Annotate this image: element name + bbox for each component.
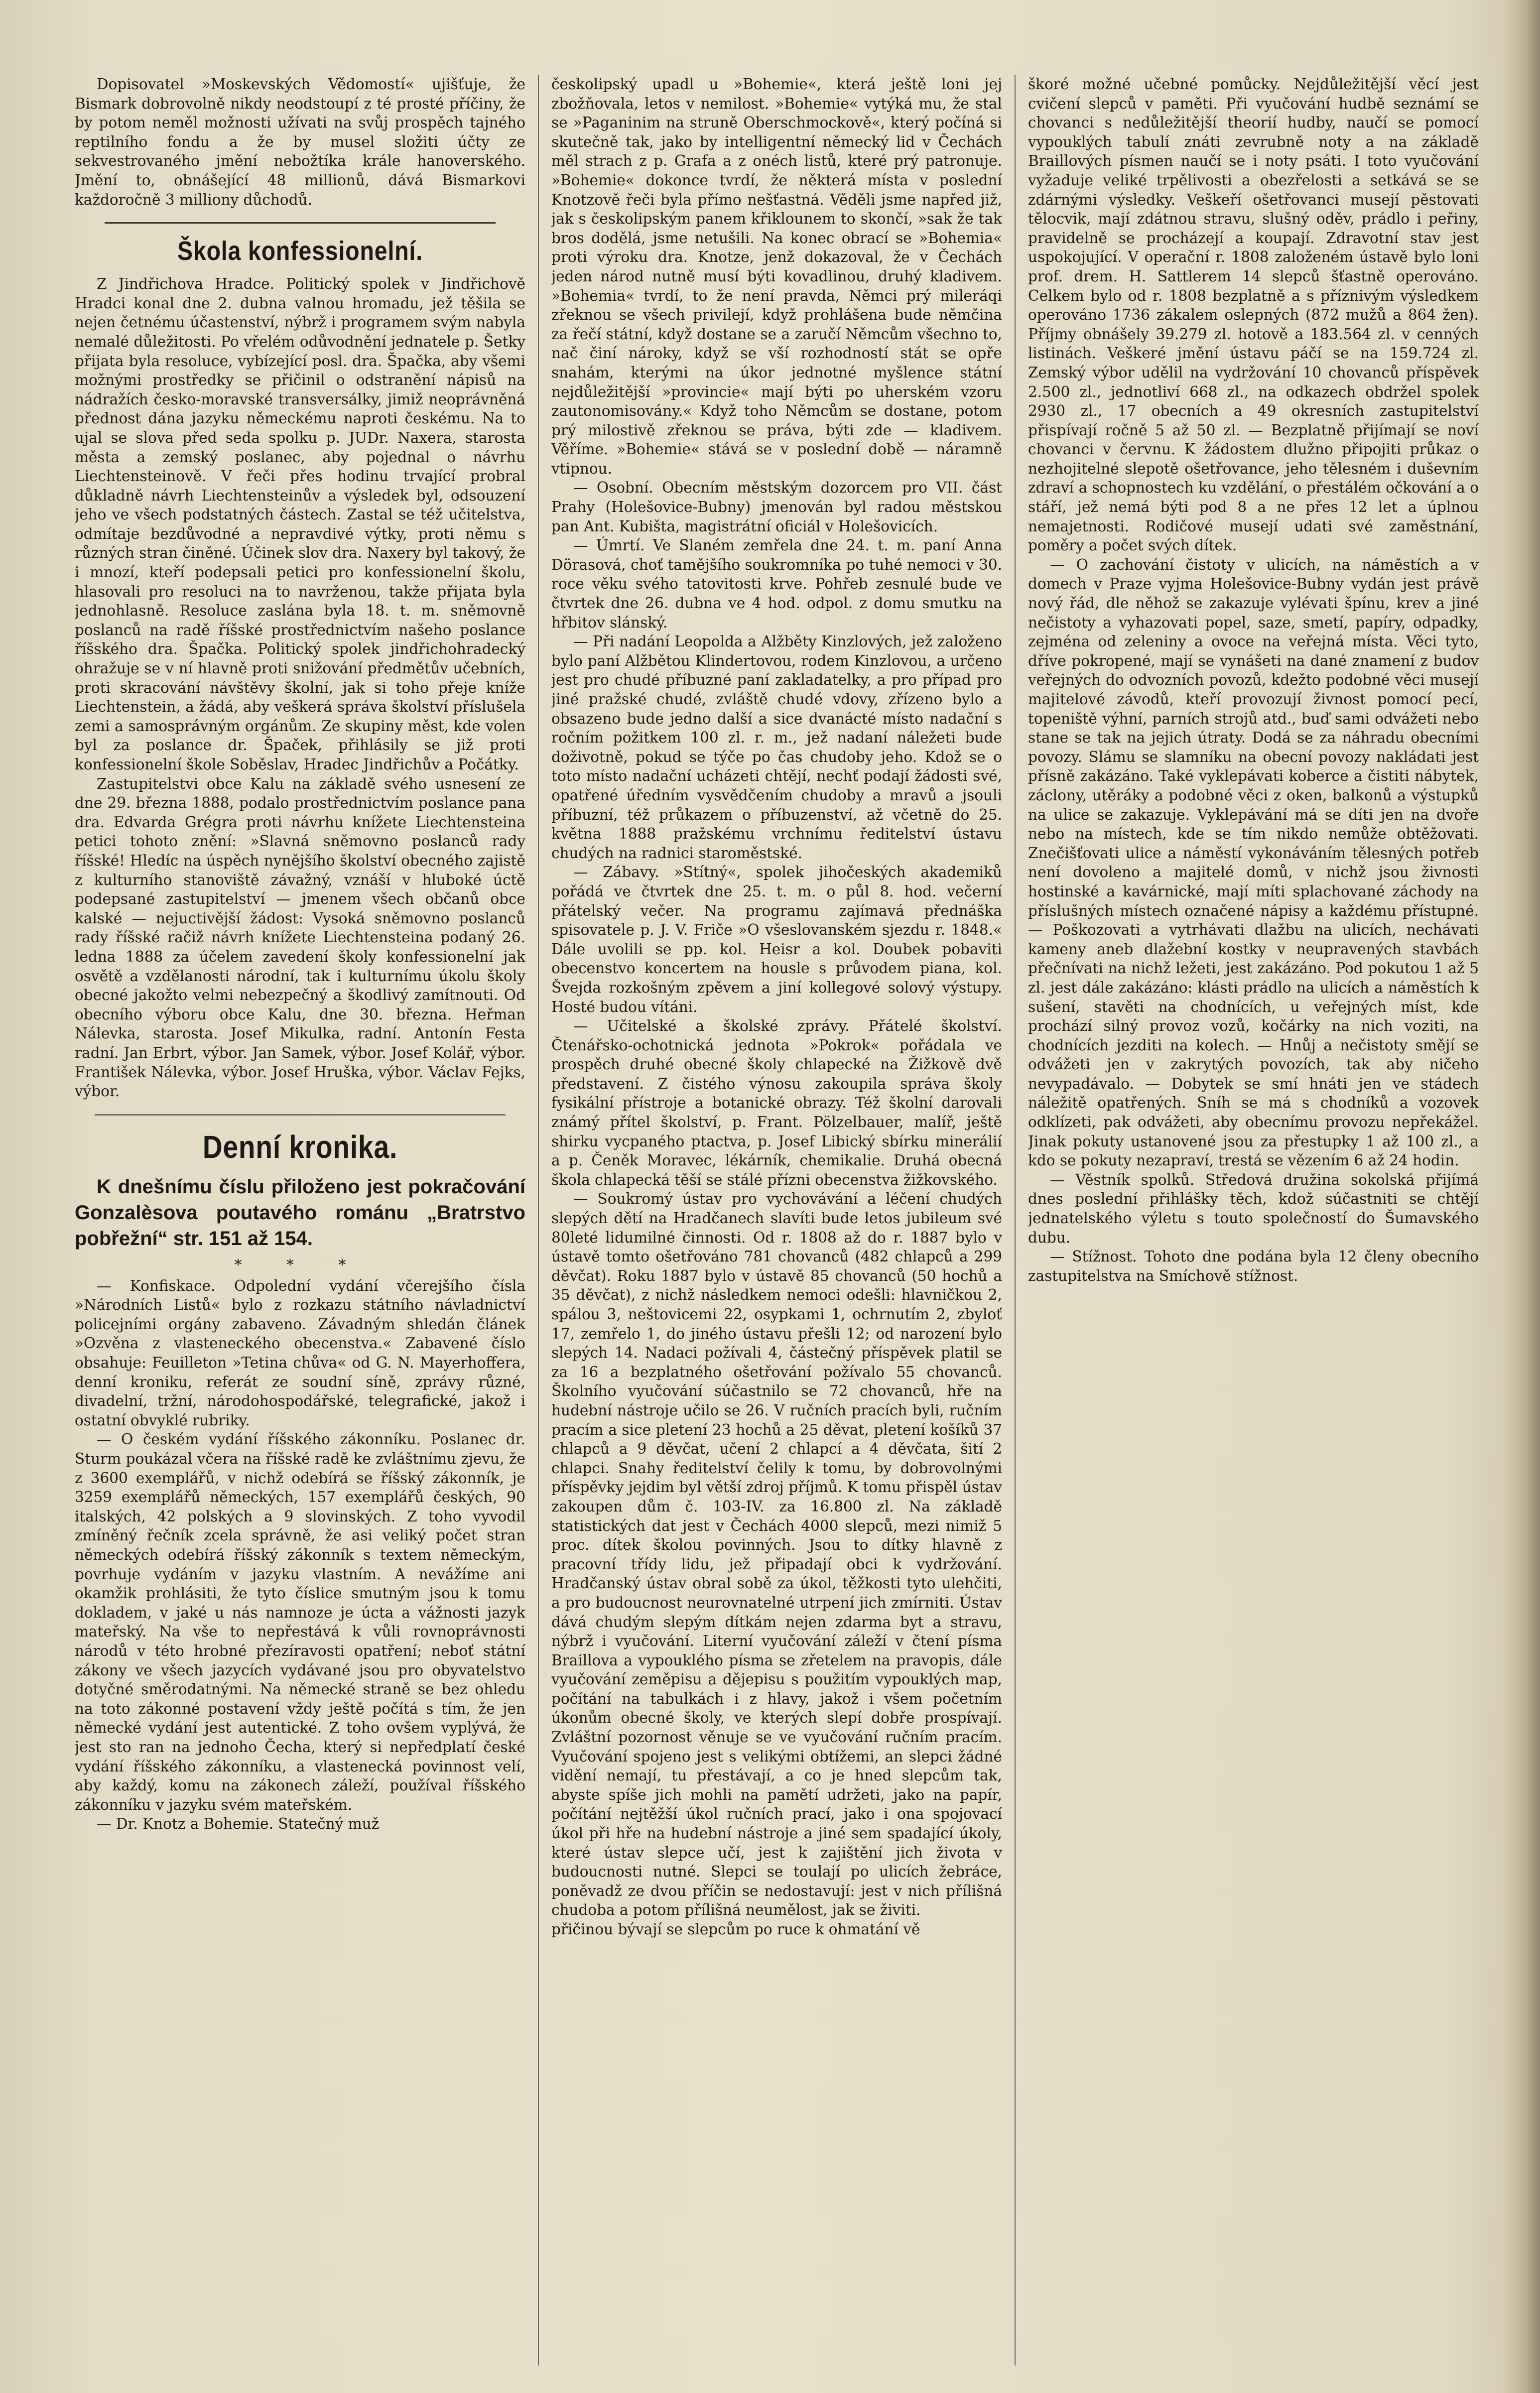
section-divider-double [95,1114,506,1116]
article-dopisovatel: Dopisovatel »Moskevských Vědomostí« ujišťuje, že Bismark dobrovolně nikdy neodstoupí z té prosté příčiny, že by potom neměl možnosti užívati na svůj prospěch tajného reptilního fondu a že by musel složiti účty ze sekvestrovaného jmění nebožtíka krále hanoverského. Jmění to, obnášející 48 millionů, dává Bismarkovi každoročně 3 milliony důchodů. [75,76,525,208]
heading-denni-kronika: Denní kronika. [202,1129,398,1165]
column-rule-2 [1015,75,1016,2366]
column-1 [75,75,525,2366]
column-2 [551,75,1002,2366]
article-jindrichuv-hradec: Z Jindřichova Hradce. Politický spolek v Jindřichově Hradci konal dne 2. dubna valnou hromadu, jež těšila se nejen četnému účastenství, nýbrž i programem svým nabyla nemalé důležitosti. Po vřelém odůvodnění jednatele p. Šetky přijata byla resoluce, vybízející posl. dra. Špačka, aby všemi možnými prostředky se přičinil o odstranění nápisů na nádražích česko-moravské transversálky, jimiž neoprávněná přednost dána jazyku německému naproti českému. Na to ujal se slova před seda spolku p. JUDr. Naxera, starosta města a zemský poslanec, aby pojednal o návrhu Liechtensteinově. V řeči přes hodinu trvající probral důkladně návrh Liechtensteinův a výsledek byl, odsouzení jeho ve všech podstatných částech. Zastal se též učitelstva, odmítaje bezdůvodné a nepravdivé výtky, proti němu s různých stran činěné. Účinek slov dra. Naxery byl takový, že i mnozí, kteří podepsali petici pro konfessionelní školu, hlasovali pro resoluci na to navrženou, takže přijata byla jednohlasně. Resoluce zaslána byla 18. t. m. sněmovně poslanců na radě říšské prostřednictvím našeho poslance říšského dra. Špačka. Politický spolek jindřichohradecký ohražuje se v ní hlavně proti snižování předmětův učebních, proti skracování návštěvy školní, jak si toho přeje kníže Liechtenstein, a žádá, aby veškerá správa školství příslušela zemi a samosprávným orgánům. Ze skupiny měst, kde volen byl za poslance dr. Špaček, přihlásily se již proti konfessionelní škole Soběslav, Hradec Jindřichův a Počátky. [75,275,525,773]
article-knotz-bohemie: českolipský upadl u »Bohemie«, která ještě loni jej zbožňovala, letos v nemilost. »Bohemie« vytýká mu, že stal se »Paganinim na struně Oberschmockově«, který počíná si skutečně tak, jako by intelligentní německý lid v Čechách měl strach z p. Grafa a z onéch listů, které prý patronuje. »Bohemie« dokonce tvrdí, že některá místa v poslední Knotzově řeči byla přímo nešťastná. Věděli jsme napřed již, jak s českolipským panem křiklounem to skončí, »sak že tak bros dodělá, jsme netušili. Na konec obrací se »Bohemia« proti výroku dra. Knotze, jenž dokazoval, že v Čechách jeden národ nutně musí býti kovadlinou, druhý kladivem. »Bohemia« tvrdí, to že není pravda, Němci prý mileráqi zřeknou se všech privilejí, když prohlášena bude němčina za řečí státní, když dostane se a zaručí Němcům všechno to, nač činí nároky, když se vší rozhodností stát se opře snahám, kterými na úkor jednotné myšlence státní nejdůležitější »provincie« mají býti po uherském vzoru zautonomisovány.« Když toho Němcům se dostane, potom prý milostivě zřeknou se práva, býti zde — kladivem. Věříme. »Bohemie« stává se v poslední době — náramně vtipnou. [551,76,1002,477]
article-umrti: — Úmrtí. Ve Slaném zemřela dne 24. t. m. paní Anna Dörasová, choť tamějšího soukromníka po tuhé nemoci v 30. roce věku svého tatovitosti krve. Pohřeb zesnulé bude ve čtvrtek dne 26. dubna ve 4 hod. odpol. z domu smutku na hřbitov slánský. [551,537,1002,631]
column-3 [1028,75,1479,2366]
article-cistota-ulic: — O zachování čistoty v ulicích, na náměstích a v domech v Praze vyjma Holešovice-Bubny vydán jest právě nový řád, dle něhož se zakazuje vylévati špínu, krev a jiné nečistoty a vyhazovati popel, saze, smetí, papíry, odpadky, zejména od zeleniny a ovoce na veřejná místa. Věci tyto, dříve pokropené, mají se vynášeti na dané znamení z budov veřejných do odvozních povozů, kdežto podobné věci musejí majitelové závodů, kteří provozují živnost pomocí pecí, topeniště výhní, parních strojů atd., buď sami odvážeti nebo stane se tak na jejich útraty. Dodá se za náhradu obecními povozy. Slámu se slamníku na obecní povozy nakládati jest přísně zakázáno. Také vyklepávati koberce a čistiti nábytek, záclony, utěráky a podobné věci z oken, balkonů a výstupků na ulice se zakazuje. Vyklepávání má se díti jen na dvoře nebo na místech, kde se tím nikdo nemůže obtěžovati. Znečišťovati ulice a náměstí vykonáváním tělesných potřeb není dovoleno a majitelé domů, v nichž jsou živnosti hostinské a kavárnické, mají míti splachované záchody na příslušných místech označené nápisy a každému přístupné. — Poškozovati a vytrhávati dlažbu na ulicích, nechávati kameny aneb dlažební kostky v neupravených stavbách přečnívati na nichž ležeti, jest zakázáno. Pod pokutou 1 až 5 zl. jest dále zakázáno: klásti prádlo na ulicích a náměstích k sušení, stavěti na chodnících, u veřejných míst, kde prochází silný provoz vozů, kočárky na nich voziti, na chodnících jezditi na kolech. — Hnůj a nečistoty smějí se odvážeti jen v zakrytých povozích, tak aby ničeho nevypadávalo. — Dobytek se smí hnáti jen ve stádech náležitě opatřených. Sníh se má s chodníků a vozovek odklízeti, pak odvážeti, aby obecnímu provozu nepřekážel. Jinak pokuty ustanovené jsou za přestupky 1 až 100 zl., a kdo se pokuty nezapraví, trestá se vězením 6 až 24 hodin. [1028,556,1479,1169]
article-soukromy-ustav: — Soukromý ústav pro vychovávání a léčení chudých slepých dětí na Hradčanech slavíti bude letos jubileum své 80leté lidumilné činnosti. Od r. 1808 až do r. 1887 bylo v ústavě tomto ošetřováno 781 chovanců (482 chlapců a 299 děvčat). Roku 1887 bylo v ústavě 85 chovanců (50 hochů a 35 děvčat), z nichž následkem nemoci odešli: hlavničkou 2, spálou 3, neštovicemi 22, osypkami 1, ochrnutím 2, zbyloť 17, zemřelo 1, do jiného ústavu přešli 12; od narození bylo slepých 14. Nadaci požívali 4, částečný příspěvek platil se za 16 a bezplatného ošetřování požívalo 55 chovanců. Školního vyučování súčastnilo se 72 chovanců, hře na hudební nástroje učilo se 26. V ručních pracích byli, ručním pracím a sice pletení 23 hochů a 25 děvat, pletení košíků 37 chlapců a 9 děvčat, učení 2 chlapcí a 4 děvčata, šití 2 chlapci. Snahy ředitelství čelily k tomu, by dobrovolnými příspěvky jejdim byl větší zdroj příjmů. K tomu přispěl ústav zakoupen dům č. 103-IV. za 16.800 zl. Na základě statistických dat jest v Čechách 4000 slepců, mezi nimiž 5 proc. dítek školou povinných. Jsou to dítky hlavně z pracovní třídy lidu, jež připadají obci k vydržování. Hradčanský ústav obral sobě za úkol, těžkosti tyto ulehčiti, a pro budoucnost neurovnatelné utrpení jich zmírniti. Ústav dává chudým slepým dítkám nejen zdarma byt a stravu, nýbrž i vyučování. Literní vyučování záleží v čtení písma Braillova a vypouklého písma se zřetelem na pravopis, dále vyučování zeměpisu a dějepisu s použitím vypouklých map, počítání na tabulkách i z hlavy, jakož i všem početním úkonům obecné školy, ve kterých slepí dobře prospívají. Zvláštní pozornost věnuje se ve vyučování ručním pracím. Vyučování spojeno jest s velikými obtížemi, an slepci žádné vidění nemají, tu přestávají, a co je hned slepcům tak, abyste spíše jich mohli na pamětí udržeti, jako na papír, počítání nejtěžší úkol ručních prací, jako i ona spojovací úkol při hře na hudební nástroje a jiné sem spadající úkoly, které ústav slepce učí, jest k zajištění jich života v budoucnosti nutné. Slepci se toulají po ulicích žebráce, poněvadž ze dvou příčin se nedostavují: jest v nich přílišná chudoba a potom přílišná neumělost, jak se živiti. [551,1190,1002,1919]
heading-skola-konfessionelni: Škola konfessionelní. [177,236,423,266]
article-knotz-start: — Dr. Knotz a Bohemie. Statečný muž [97,1815,380,1833]
article-osobni: — Osobní. Obecním městským dozorcem pro VII. část Prahy (Holešovice-Bubny) jmenován byl radou městskou pan Ant. Kubišta, magistrátní oficiál v Holešovicích. [551,479,1002,535]
article-nadani-kinzlovych: — Při nadání Leopolda a Alžběty Kinzlových, jež založeno bylo paní Alžbětou Klindertovou, rodem Kinzlovou, a určeno jest pro chudé příbuzné paní zakladatelky, a pro případ pro jiné pražské chudé, zvláště chudé vdovy, zřízeno bylo a obsazeno bude jedno další a sice dvanácté místo nadační s ročním požitkem 100 zl. r. m., jež nadaní náležeti bude doživotně, pokud se týče po čas chudoby jeho. Kdož se o toto místo nadační ucházeti chtějí, nechť podají žádosti své, opatřené úředním vysvědčením chudoby a mravů a jsouli příbuzní, též průkazem o příbuzenství, až včetně do 25. května 1888 pražskému vrchnímu ředitelství ústavu chudých na radnici staroměstské. [551,633,1002,862]
column-rule-1 [538,75,539,2366]
page-edge-shadow [1505,0,1540,2393]
article-ustav-pokracovani: škoré možné učebné pomůcky. Nejdůležitější věcí jest cvičení slepců v paměti. Při vyučování hudbě seznámí se chovanci s nedůležitější theorií hudby, naučí se pomocí vypouklých tabulí znáti zevrubně noty a na základě Braillových písmen naučí se i noty psáti. I toto vyučování vyžaduje veliké trpělivosti a obezřelosti a setkává se se zdárnými výsledky. Veškeří ošetřovanci musejí pěstovati tělocvik, mají zdátnou stravu, slušný oděv, prádlo i peřiny, pravidelně se procházejí a koupají. Zdravotní stav jest uspokojující. V operační r. 1808 založeném ústavě bylo loni prof. drem. H. Sattlerem 14 slepců šťastně operováno. Celkem bylo od r. 1808 bezplatně a s příznivým výsledkem operováno 1736 zákalem oslepných (872 mužů a 864 žen). Příjmy obnášely 39.279 zl. hotově a 183.564 zl. v cenných listinách. Veškeré jmění ústavu páčí se na 159.724 zl. Zemský výbor udělil na vydržování 10 chovanců příspěvek 2.500 zl., jednotliví 668 zl., na odkazech obdržel spolek 2930 zl., 17 obecních a 49 okresních zastupitelství přispívají ročně 5 až 50 zl. — Bezplatně přijímají se noví chovanci v červnu. K žádostem dlužno připojiti průkaz o nezhojitelné slepotě ošetřovance, jeho tělesném i duševním zdraví a schopnostech ku vzdělání, o přestálém očkování a o stáří, jež nemá býti pod 8 a ne přes 12 let a úplnou nemajetnosti. Rodičové musejí udati své zaměstnání, poměry a počet svých dítek. [1028,76,1479,554]
article-konfiskace: — Konfiskace. Odpolední vydání včerejšího čísla »Národních Listů« bylo z rozkazu státního návladnictví policejními orgány zabaveno. Závadným shledán článek »Ozvěna z vlasteneckého obecenstva.« Zabavené číslo obsahuje: Feuilleton »Tetina chůva« od G. N. Mayerhoffera, denní kroniku, referát ze soudní síně, zprávy různé, divadelní, tržní, národohospodářské, telegrafické, jakož i ostatní obvyklé rubriky. [75,1277,525,1429]
article-col2-tail: přičinou bývají se slepcům po ruce k ohmatání vě [551,1921,920,1938]
article-ucitelske-zpravy: — Učitelské a školské zprávy. Přátelé školství. Čtenářsko-ochotnická jednota »Pokrok« pořádala ve prospěch druhé obecné školy chlapecké na Žižkově dvě představení. Z čistého výnosu zakoupila správa školy fysikální přístroje a botanické obrazy. Též školní darovali známý přítel školství, p. Frant. Pölzelbauer, malíř, ještě shirku vycpaného ptactva, p. Josef Libický sbírku minerálií a p. Čeněk Moravec, lékárník, chemikalie. Druhá obecná škola chlapecká těší se stálé přízni obecenstva žižkovského. [551,1017,1002,1188]
article-ceske-vydani: — O českém vydání říšského zákonníku. Poslanec dr. Sturm poukázal včera na říšské radě ke zvláštnímu zjevu, že z 3600 exemplářů, v nichž odebírá se říšský zákonník, je 3259 exemplářů německých, 157 exemplářů českých, 90 italských, 42 polských a 9 slovinských. Z toho vyvodil zmíněný řečník zcela správně, že asi veliký počet stran německých odebírá říšský zákonník s textem německým, povrhuje vydáním v jazyku vlastním. A nevážíme ani okamžik prohlásiti, že tyto číslice smutným jsou k tomu dokladem, v jaké u nás namnoze je úcta a vážnosti jazyk mateřský. Na vše to nepřestává k vůli rovnoprávnosti národů v této hrobné přezíravosti opatření; neboť státní zákony ve všech jazycích vydávané jsou pro obyvatelstvo dotyčné směrodatnými. Na německé straně se bez ohledu na toto zákonné postavení vždy ještě počítá s tím, že jen německé vydání jest autentické. Z toho ovšem vyplývá, že jest sto ran na jednoho Čecha, který si nepředplatí české vydání říšského zákonníku, a vlastenecká povinnost velí, aby každý, komu na zákonech záleží, používal říšského zákonníku v jazyku svém mateřském. [75,1431,525,1813]
article-vestnik-spolku: — Věstník spolků. Středová družina sokolská přijímá dnes poslední přihlášky těch, kdož súčastniti se chtějí jednatelského výletu s touto společností do Šumavského dubu. [1028,1171,1479,1246]
article-zabavy: — Zábavy. »Stítný«, spolek jihočeských akademiků pořádá ve čtvrtek dne 25. t. m. o půl 8. hod. večerní přátelský večer. Na programu zajímavá přednáška spisovatele p. J. V. Friče »O všeslovanském sjezdu r. 1848.« Dále uvolili se pp. kol. Heisr a kol. Doubek pobaviti obecenstvo koncertem na housle s průvodem piana, kol. Švejda rozkošným zpěvem a jiní kollegové solový výstupy. Hosté budou vítáni. [551,864,1002,1015]
article-stiznost: — Stížnost. Tohoto dne podána byla 12 členy obecního zastupitelstva na Smíchově stížnost. [1028,1248,1479,1284]
section-divider [105,222,496,224]
notice-priloha: K dnešnímu číslu přiloženo jest pokračování Gonzalèsova poutavého románu „Bratrstvo pobřežní“ str. 151 až 154. [75,1175,525,1250]
asterism-divider: * * * [234,1256,366,1274]
column-grid [75,75,1479,2366]
article-zastupitelstvi-kalu: Zastupitelstvi obce Kalu na základě svého usnesení ze dne 29. března 1888, podalo prostřednictvím poslance pana dra. Edvarda Grégra proti návrhu knížete Liechtensteina petici tohoto znění: »Slavná sněmovno poslanců rady říšské! Hledíc na úspěch nynějšího školství obecného zajistě z kulturního stanoviště závažný, vznáší v hluboké úctě podepsané zastupitelství — jmenem všech občanů obce kalské — nejuctivější žádost: Vysoká sněmovno poslanců rady říšské račiž návrh knížete Liechtensteina podaný 26. ledna 1888 za účelem zavedení školy konfessionelní jak osvětě a vzdělanosti národní, tak i kulturnímu úkolu školy obecné jakožto velmi nebezpečný a škodlivý zamítnouti. Od obecního výboru obce Kalu, dne 30. března. Heřman Nálevka, starosta. Josef Mikulka, radní. Antonín Festa radní. Jan Erbrt, výbor. Jan Samek, výbor. Josef Kolář, výbor. František Nálevka, výbor. Josef Hruška, výbor. Václav Fejks, výbor. [75,775,525,1100]
